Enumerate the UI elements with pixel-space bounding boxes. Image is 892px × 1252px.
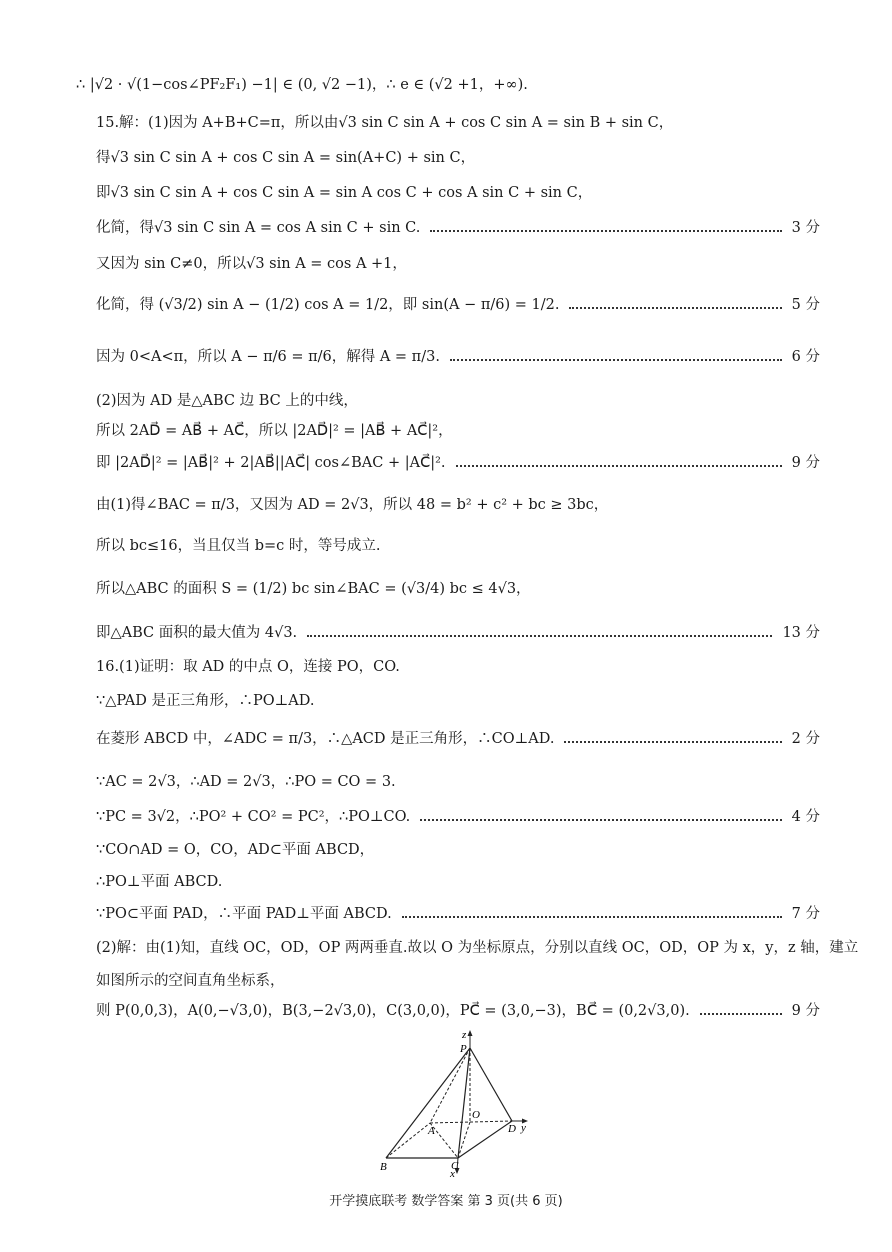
score-mark: 2 分	[791, 731, 820, 747]
line-text: 15.解：(1)因为 A+B+C=π，所以由√3 sin C sin A + cos C sin A = sin B + sin C，	[96, 115, 674, 131]
answer-line	[96, 622, 820, 644]
pyramid-coordinate-figure	[372, 1028, 542, 1178]
edge-cd	[458, 1121, 512, 1158]
line-text: 则 P(0,0,3)，A(0,−√3,0)，B(3,−2√3,0)，C(3,0,0)，PC⃗ = (3,0,−3)，BC⃗ = (0,2√3,0).	[96, 1003, 690, 1019]
dot-leader	[402, 916, 782, 918]
answer-line	[96, 1000, 820, 1022]
label-y: y	[521, 1122, 526, 1134]
answer-line	[96, 578, 820, 600]
dot-leader	[307, 635, 772, 637]
line-text: 所以 2AD⃗ = AB⃗ + AC⃗，所以 |2AD⃗|² = |AB⃗ + AC⃗|²，	[96, 423, 453, 439]
label-c: C	[451, 1160, 459, 1172]
label-d: D	[508, 1123, 516, 1135]
answer-line	[96, 903, 820, 925]
answer-line	[96, 420, 820, 442]
line-text: 即√3 sin C sin A + cos C sin A = sin A cos C + cos A sin C + sin C，	[96, 185, 593, 201]
line-text: ∵PC = 3√2，∴PO² + CO² = PC²，∴PO⊥CO.	[96, 809, 411, 825]
answer-line	[96, 806, 820, 828]
answer-line	[96, 535, 820, 557]
score-mark: 7 分	[791, 906, 820, 922]
dot-leader	[456, 465, 782, 467]
answer-line	[96, 112, 820, 134]
line-text: 又因为 sin C≠0，所以√3 sin A = cos A +1，	[96, 256, 407, 272]
answer-line	[96, 452, 820, 474]
dot-leader	[569, 307, 781, 309]
answer-line	[96, 656, 820, 678]
answer-line	[96, 346, 820, 368]
line-text: 即△ABC 面积的最大值为 4√3.	[96, 625, 298, 641]
line-text: (2)因为 AD 是△ABC 边 BC 上的中线，	[96, 393, 358, 409]
edge-pb	[386, 1048, 470, 1158]
line-text: 如图所示的空间直角坐标系，	[96, 973, 285, 989]
line-text: ∴PO⊥平面 ABCD.	[96, 874, 223, 890]
edge-pa	[430, 1048, 470, 1123]
answer-line	[96, 970, 820, 992]
answer-line	[96, 182, 820, 204]
answer-line	[96, 937, 859, 959]
line-text: ∴ |√2 · √(1−cos∠PF₂F₁) −1| ∈ (0, √2 −1)，∴ e ∈ (√2 +1，+∞).	[76, 77, 528, 93]
label-a: A	[428, 1125, 435, 1137]
dot-leader	[430, 230, 781, 232]
answer-line	[96, 294, 820, 316]
label-p: P	[460, 1043, 467, 1055]
line-text: ∵AC = 2√3，∴AD = 2√3，∴PO = CO = 3.	[96, 774, 396, 790]
dot-leader	[420, 819, 781, 821]
answer-line	[96, 690, 820, 712]
line-text: 由(1)得∠BAC = π/3，又因为 AD = 2√3，所以 48 = b² + c² + bc ≥ 3bc，	[96, 497, 609, 513]
line-text: 得√3 sin C sin A + cos C sin A = sin(A+C) + sin C，	[96, 150, 476, 166]
dot-leader	[450, 359, 782, 361]
score-mark: 9 分	[791, 1003, 820, 1019]
score-mark: 6 分	[791, 349, 820, 365]
answer-line	[96, 871, 820, 893]
edge-ad	[430, 1121, 512, 1123]
page-footer: 开学摸底联考 数学答案 第 3 页(共 6 页)	[329, 1194, 563, 1209]
answer-line	[96, 494, 820, 516]
line-text: 在菱形 ABCD 中，∠ADC = π/3，∴△ACD 是正三角形，∴CO⊥AD.	[96, 731, 555, 747]
line-text: 即 |2AD⃗|² = |AB⃗|² + 2|AB⃗||AC⃗| cos∠BAC + |AC⃗|².	[96, 455, 446, 471]
label-x: x	[450, 1168, 455, 1178]
answer-line	[96, 728, 820, 750]
score-mark: 13 分	[782, 625, 820, 641]
line-text: 化简，得√3 sin C sin A = cos A sin C + sin C.	[96, 220, 421, 236]
score-mark: 9 分	[791, 455, 820, 471]
line-text: ∵PO⊂平面 PAD，∴平面 PAD⊥平面 ABCD.	[96, 906, 392, 922]
line-text: 16.(1)证明：取 AD 的中点 O，连接 PO，CO.	[96, 659, 400, 675]
answer-line	[96, 771, 820, 793]
dot-leader	[700, 1013, 782, 1015]
answer-line	[96, 390, 820, 412]
label-z: z	[462, 1029, 467, 1041]
label-o: O	[472, 1109, 480, 1121]
z-arrow	[468, 1030, 473, 1036]
line-text: 化简，得 (√3/2) sin A − (1/2) cos A = 1/2，即 sin(A − π/6) = 1/2.	[96, 297, 560, 313]
answer-line	[96, 253, 820, 275]
line-text: 所以△ABC 的面积 S = (1/2) bc sin∠BAC = (√3/4) bc ≤ 4√3，	[96, 581, 531, 597]
answer-line	[96, 839, 820, 861]
line-text: (2)解：由(1)知，直线 OC，OD，OP 两两垂直.故以 O 为坐标原点，分别以直线 OC，OD，OP 为 x，y，z 轴，建立	[96, 940, 859, 956]
line-text: ∵CO∩AD = O，CO，AD⊂平面 ABCD，	[96, 842, 375, 858]
label-b: B	[380, 1161, 387, 1173]
answer-line	[96, 147, 820, 169]
dot-leader	[564, 741, 781, 743]
score-mark: 3 分	[791, 220, 820, 236]
line-text: 因为 0<A<π，所以 A − π/6 = π/6，解得 A = π/3.	[96, 349, 440, 365]
line-text: 所以 bc≤16，当且仅当 b=c 时，等号成立.	[96, 538, 381, 554]
answer-line	[76, 74, 820, 96]
answer-line	[96, 217, 820, 239]
line-text: ∵△PAD 是正三角形，∴PO⊥AD.	[96, 693, 315, 709]
score-mark: 4 分	[791, 809, 820, 825]
score-mark: 5 分	[791, 297, 820, 313]
